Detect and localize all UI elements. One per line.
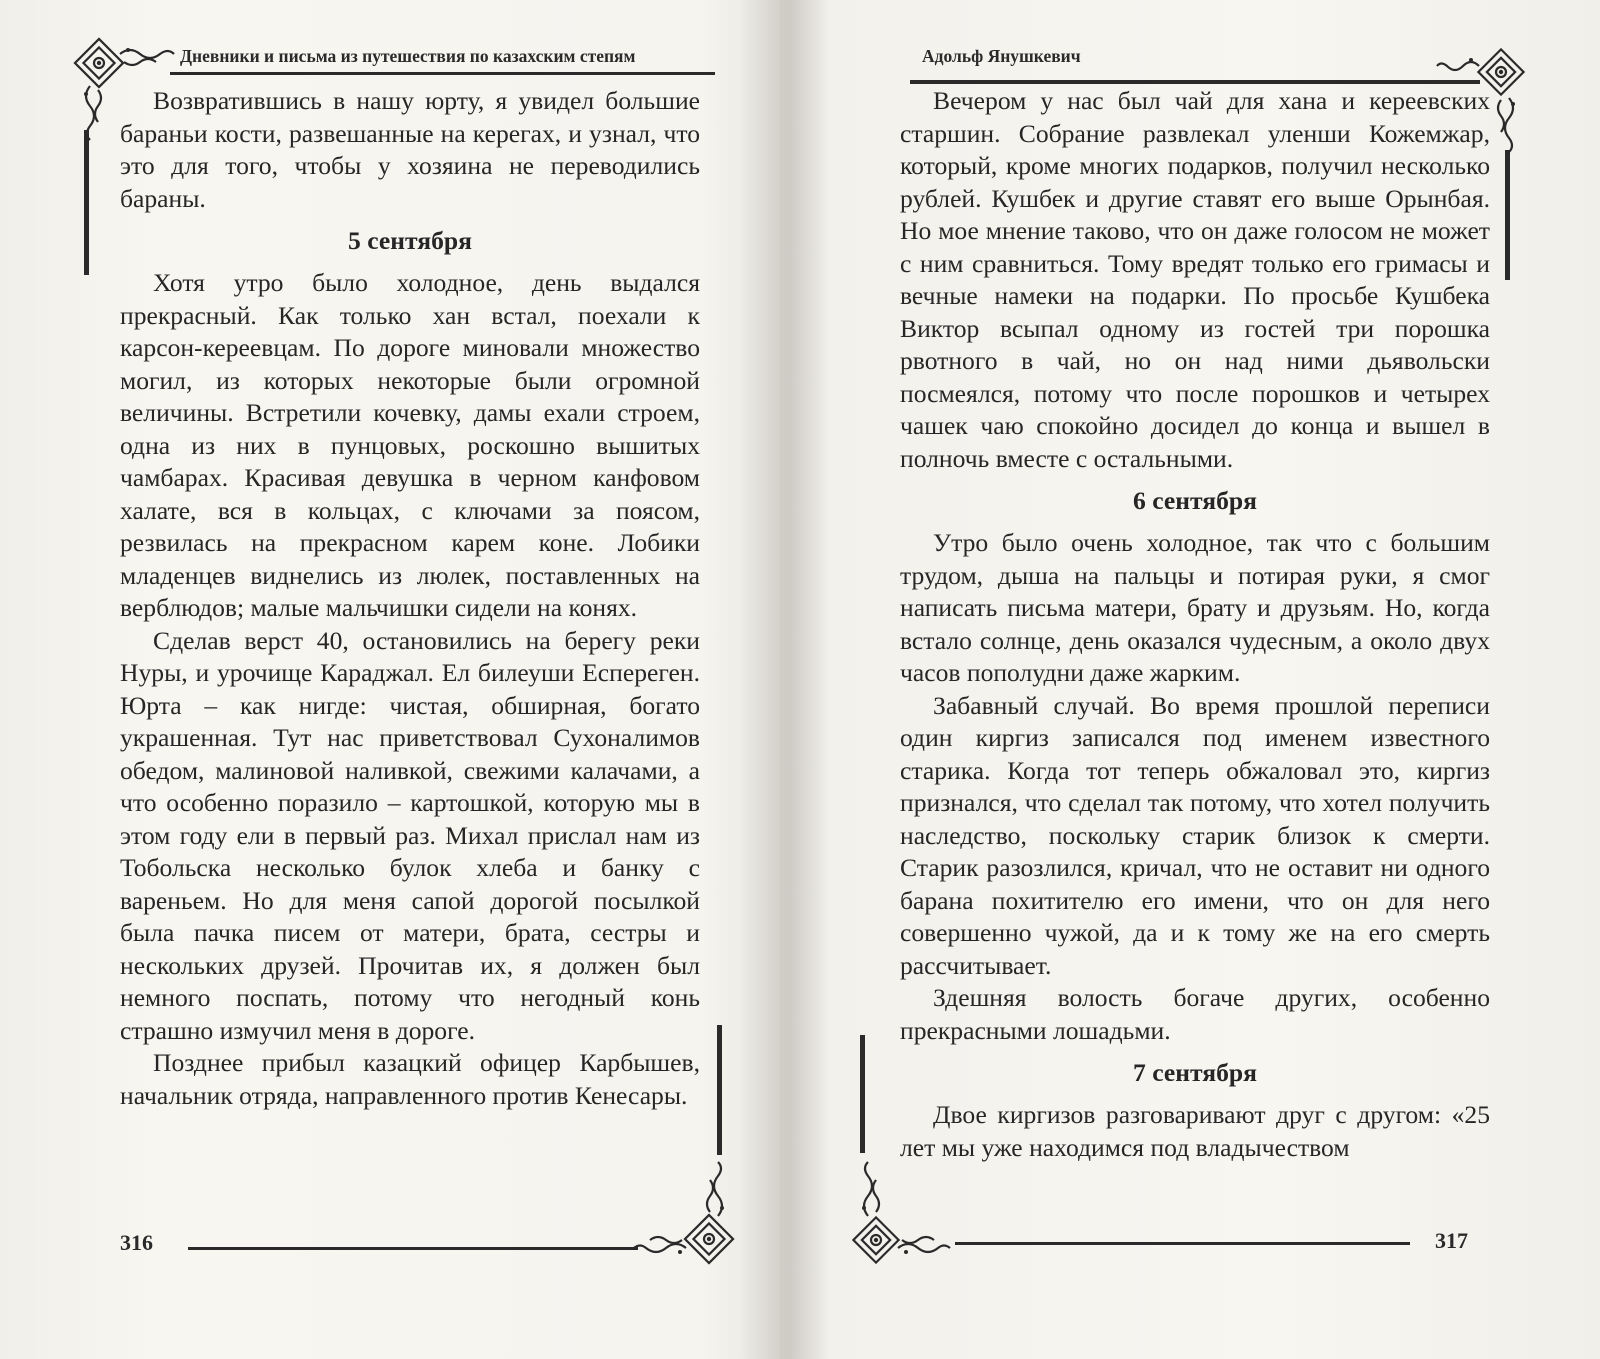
paragraph: Вечером у нас был чай для хана и кереевских старшин. Собрание развлекал уленши Кожемжар, который, кроме многих подарков, получил несколько рублей. Кушбек и другие ставят его выше Орынбая. Но мое мнение таково, что он даже голосом не может с ним сравниться. Тому вредят только его гримасы и вечные намеки на подарки. По просьбе Кушбека Виктор всыпал одному из гостей три порошка рвотного в чай, но он над ними дьявольски посмеялся, потому что после порошков и четырех чашек чаю спокойно досидел до конца и вышел в полночь вместе с остальными. xyxy=(900,86,1490,473)
paragraph: Позднее прибыл казацкий офицер Карбышев, начальник отряда, направленного против Кенесары. xyxy=(120,1048,700,1110)
paragraph: Двое киргизов разговаривают друг с другом: «25 лет мы уже находимся под владычеством xyxy=(900,1100,1490,1162)
date-heading: 7 сентября xyxy=(1133,1058,1257,1087)
running-head: Адольф Янушкевич xyxy=(922,46,1081,66)
page-number: 316 xyxy=(120,1230,153,1255)
left-margin-bar xyxy=(860,1035,865,1153)
footer-rule xyxy=(955,1242,1410,1245)
bottom-left-ornament-icon xyxy=(846,1158,956,1273)
bottom-right-ornament-icon xyxy=(630,1160,745,1270)
page-number: 317 xyxy=(1435,1228,1468,1253)
header-rule xyxy=(170,72,715,75)
left-margin-bar xyxy=(84,130,89,275)
paragraph: Возвратившись в нашу юрту, я увидел большие бараньи кости, развешанные на керегах, и узнал, что это для того, чтобы у хозяина не переводились бараны. xyxy=(120,86,700,213)
date-heading: 6 сентября xyxy=(1133,486,1257,515)
right-margin-bar xyxy=(717,1025,722,1155)
running-head: Дневники и письма из путешествия по казахским степям xyxy=(180,46,636,66)
left-page-text xyxy=(120,85,700,1112)
paragraph: Здешняя волость богаче других, особенно прекрасными лошадьми. xyxy=(900,983,1490,1045)
paragraph: Утро было очень холодное, так что с большим трудом, дыша на пальцы и потирая руки, я смог написать письма матери, брату и друзьям. Но, когда встало солнце, день оказался чудесным, а около двух часов пополудни даже жарким. xyxy=(900,528,1490,687)
footer-rule xyxy=(188,1247,638,1250)
paragraph: Сделав верст 40, остановились на берегу реки Нуры, и урочище Караджал. Ел билеуши Еспереген. Юрта – как нигде: чистая, обширная, богато украшенная. Тут нас приветствовал Сухоналимов обедом, малиновой наливкой, свежими калачами, а что особенно поразило – картошкой, которую мы в этом году ели в первый раз. Михал прислал нам из Тобольска несколько булок хлеба и банку с вареньем. Но для меня сапой дорогой посылкой была пачка писем от матери, брата, сестры и нескольких друзей. Прочитав их, я должен был немного поспать, потому что негодный конь страшно измучил меня в дороге. xyxy=(120,625,700,1045)
right-margin-bar xyxy=(1505,150,1510,280)
right-page-text xyxy=(900,85,1490,1164)
header-rule xyxy=(910,80,1480,84)
date-heading: 5 сентября xyxy=(348,226,472,255)
right-page xyxy=(780,0,1600,1359)
paragraph: Хотя утро было холодное, день выдался прекрасный. Как только хан встал, поехали к карсон-кереевцам. По дороге миновали множество могил, из которых некоторые были огромной величины. Встретили кочевку, дамы ехали строем, одна из них в пунцовых, роскошно вышитых чамбарах. Красивая девушка в черном канфовом халате, вся в кольцах, с ключами за поясом, резвилась на прекрасном карем коне. Лобики младенцев виднелись из люлек, поставленных на верблюдов; малые мальчишки сидели на конях. xyxy=(120,268,700,622)
paragraph: Забавный случай. Во время прошлой переписи один киргиз записался под именем известного старика. Когда тот теперь обжаловал это, киргиз признался, что сделал так потому, что хотел получить наследство, поскольку старик близок к смерти. Старик разозлился, кричал, что не оставит ни одного барана похитителю его имени, что он для него совершенно чужой, да и к тому же на его смерть рассчитывает. xyxy=(900,690,1490,980)
left-page xyxy=(0,0,780,1359)
